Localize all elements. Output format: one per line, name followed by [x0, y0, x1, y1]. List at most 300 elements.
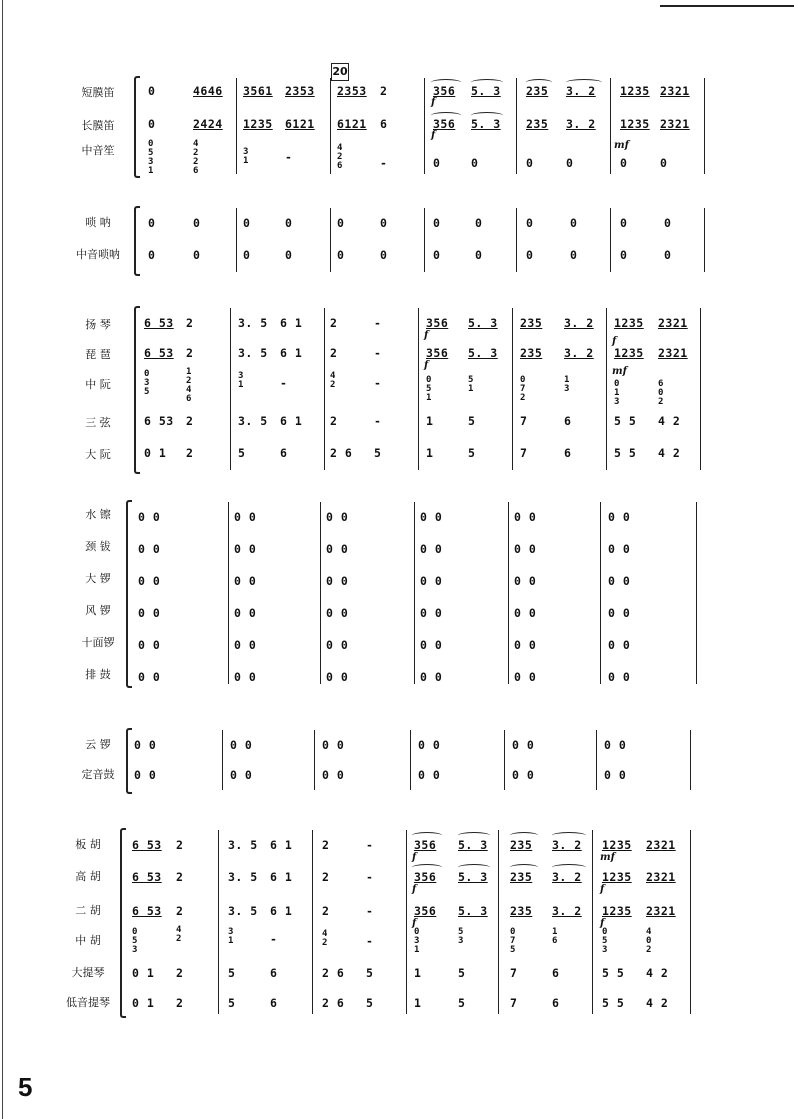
winds-note: 5. 3 — [471, 84, 501, 98]
label-dingyingu: 定音鼓 — [81, 768, 115, 781]
perc-rest: 0 0 — [514, 638, 537, 652]
bowed-note: 6 — [552, 966, 560, 980]
label-yangqin: 扬 琴 — [85, 318, 111, 331]
bowed-slur — [412, 864, 442, 871]
label-paigu: 排 鼓 — [85, 668, 111, 681]
perc-rest: 0 0 — [514, 542, 537, 556]
perc-rest: 0 0 — [234, 606, 257, 620]
label-shimianluo: 十面锣 — [81, 636, 115, 649]
barline-suona-end — [704, 208, 705, 272]
bowed-note: 6 — [270, 996, 278, 1010]
suona-rest: 0 — [337, 216, 345, 230]
plucked-note: 6 1 — [280, 414, 303, 428]
perc-rest: 0 0 — [608, 574, 631, 588]
dynamic-f: f — [431, 130, 436, 141]
bowed-note: 6 — [552, 996, 560, 1010]
zhongruan-chord: 0 3 5 — [144, 369, 150, 397]
bowed-slur — [552, 832, 586, 839]
winds-note: 356 — [433, 117, 456, 131]
plucked-note: 3. 5 — [238, 414, 268, 428]
plucked-note: 6 53 — [144, 316, 174, 330]
zhonghu-chord: 0 7 5 — [510, 927, 516, 955]
label-gaohu: 高 胡 — [75, 870, 101, 883]
suona-rest: 0 — [620, 248, 628, 262]
label-jingbo: 颈 钹 — [85, 540, 111, 553]
tuned-rest: 0 0 — [230, 738, 253, 752]
bowed-slur — [552, 864, 586, 871]
plucked-note: 6 53 — [144, 414, 174, 428]
plucked-note: 1235 — [614, 346, 644, 360]
sheng-chord: 4 2 2 6 — [193, 139, 199, 176]
sheng-hold: - — [380, 156, 388, 170]
barline-tuned-3 — [504, 730, 505, 790]
winds-note: 5. 3 — [471, 117, 501, 131]
label-pipa: 琵 琶 — [85, 348, 111, 361]
winds-note: 3561 — [243, 84, 273, 98]
plucked-note: 5 — [374, 446, 382, 460]
label-zhongyinsheng: 中音笙 — [81, 144, 115, 157]
perc-rest: 0 0 — [326, 542, 349, 556]
suona-rest: 0 — [664, 248, 672, 262]
label-fengluo: 风 锣 — [85, 604, 111, 617]
bowed-note: 2 — [322, 870, 330, 884]
winds-note: 1235 — [620, 84, 650, 98]
label-diyintiqin: 低音提琴 — [66, 996, 110, 1009]
label-zhonghu: 中 胡 — [75, 934, 101, 947]
suona-rest: 0 — [433, 248, 441, 262]
winds-note: 4646 — [193, 84, 223, 98]
sheng-rest: 0 — [433, 156, 441, 170]
winds-slur — [566, 79, 602, 86]
perc-rest: 0 0 — [326, 510, 349, 524]
plucked-note: 1 — [426, 446, 434, 460]
plucked-note: 6 — [564, 446, 572, 460]
zhonghu-chord: 0 5 3 — [602, 927, 608, 955]
plucked-note: - — [374, 346, 382, 360]
plucked-note: 2 — [330, 414, 338, 428]
top-rule — [660, 5, 794, 7]
barline-plucked-0 — [230, 308, 231, 470]
label-zhongyin-suona: 中音唢呐 — [76, 248, 120, 261]
zhongruan-hold: - — [374, 376, 382, 390]
bowed-note: 0 1 — [132, 966, 155, 980]
bowed-note: 2321 — [646, 838, 676, 852]
suona-rest: 0 — [475, 248, 483, 262]
bowed-note: - — [366, 838, 374, 852]
bowed-note: 2 — [176, 966, 184, 980]
suona-rest: 0 — [193, 248, 201, 262]
bracket-suona — [134, 206, 140, 276]
winds-note: 2 — [380, 84, 388, 98]
barline-suona-3 — [516, 208, 517, 272]
barline-plucked-4 — [606, 308, 607, 470]
bowed-note: 1 — [414, 996, 422, 1010]
barline-perc-end — [696, 502, 697, 684]
barline-tuned-1 — [314, 730, 315, 790]
zhongruan-chord: 0 7 2 — [520, 375, 526, 403]
bracket-winds — [134, 76, 140, 178]
bowed-note: 3. 2 — [552, 870, 582, 884]
sheng-rest: 0 — [471, 156, 479, 170]
zhonghu-chord: 1 6 — [552, 927, 558, 946]
bowed-note: 2321 — [646, 904, 676, 918]
bracket-tuned-perc — [126, 728, 132, 794]
perc-rest: 0 0 — [608, 638, 631, 652]
suona-rest: 0 — [380, 216, 388, 230]
plucked-note: 4 2 — [658, 446, 681, 460]
page-number: 5 — [18, 1072, 33, 1102]
winds-note: 6121 — [285, 117, 315, 131]
winds-note: 0 — [148, 117, 156, 131]
bowed-note: 5. 3 — [458, 870, 488, 884]
bracket-percussion — [126, 500, 132, 688]
tuned-rest: 0 0 — [604, 738, 627, 752]
tuned-rest: 0 0 — [512, 738, 535, 752]
perc-rest: 0 0 — [514, 574, 537, 588]
bowed-note: 1235 — [602, 838, 632, 852]
dynamic-f: f — [612, 336, 617, 347]
sheng-rest: 0 — [620, 156, 628, 170]
plucked-note: 4 2 — [658, 414, 681, 428]
perc-rest: 0 0 — [420, 542, 443, 556]
perc-rest: 0 0 — [138, 510, 161, 524]
perc-rest: 0 0 — [234, 542, 257, 556]
label-duanmodi: 短膜笛 — [81, 86, 115, 99]
perc-rest: 0 0 — [234, 670, 257, 684]
zhongruan-chord: 1 2 4 6 — [186, 367, 192, 404]
barline-tuned-2 — [410, 730, 411, 790]
perc-rest: 0 0 — [420, 574, 443, 588]
bowed-note: 5. 3 — [458, 904, 488, 918]
bowed-note: 3. 2 — [552, 904, 582, 918]
tuned-rest: 0 0 — [418, 738, 441, 752]
perc-rest: 0 0 — [420, 606, 443, 620]
plucked-note: 5 — [238, 446, 246, 460]
plucked-note: 356 — [426, 346, 449, 360]
bowed-note: 2321 — [646, 870, 676, 884]
tuned-rest: 0 0 — [134, 738, 157, 752]
sheng-rest: 0 — [526, 156, 534, 170]
bowed-note: 235 — [510, 904, 533, 918]
dynamic-mf: mf — [612, 366, 627, 377]
plucked-note: 2321 — [658, 316, 688, 330]
bowed-note: 6 1 — [270, 838, 293, 852]
winds-note: 3. 2 — [566, 84, 596, 98]
bowed-slur — [458, 864, 490, 871]
label-changmodi: 长膜笛 — [81, 119, 115, 132]
bowed-note: 6 53 — [132, 904, 162, 918]
dynamic-f: f — [600, 884, 605, 895]
zhonghu-chord: 0 5 3 — [132, 927, 138, 955]
tuned-rest: 0 0 — [512, 768, 535, 782]
winds-note: 235 — [526, 84, 549, 98]
bowed-note: 6 1 — [270, 870, 293, 884]
bowed-note: - — [366, 904, 374, 918]
plucked-note: 1235 — [614, 316, 644, 330]
zhongruan-hold: - — [280, 376, 288, 390]
barline-tuned-0 — [222, 730, 223, 790]
bowed-note: 2 — [176, 870, 184, 884]
plucked-note: 235 — [520, 316, 543, 330]
dynamic-f: f — [412, 918, 417, 929]
plucked-note: 7 — [520, 414, 528, 428]
bowed-note: 2 — [322, 904, 330, 918]
bowed-note: 2 — [176, 838, 184, 852]
label-yunluo: 云 锣 — [85, 738, 111, 751]
zhongruan-chord: 4 2 — [330, 371, 336, 390]
barline-winds-1 — [330, 78, 331, 174]
bowed-note: 6 53 — [132, 838, 162, 852]
sheng-hold: - — [285, 150, 293, 164]
zhongruan-chord: 5 1 — [468, 375, 474, 394]
tuned-rest: 0 0 — [604, 768, 627, 782]
dynamic-f: f — [600, 918, 605, 929]
sheng-rest: 0 — [660, 156, 668, 170]
barline-plucked-3 — [512, 308, 513, 470]
winds-note: 1235 — [243, 117, 273, 131]
sheng-chord: 4 2 6 — [337, 143, 343, 171]
page-edge-line — [2, 0, 3, 1119]
winds-note: 1235 — [620, 117, 650, 131]
suona-rest: 0 — [337, 248, 345, 262]
suona-rest: 0 — [433, 216, 441, 230]
bowed-note: 4 2 — [646, 996, 669, 1010]
perc-rest: 0 0 — [326, 670, 349, 684]
bowed-note: 2 — [176, 904, 184, 918]
label-shuicha: 水 镲 — [85, 508, 111, 521]
winds-note: 6 — [380, 117, 388, 131]
winds-slur — [431, 79, 461, 86]
perc-rest: 0 0 — [138, 606, 161, 620]
bowed-slur — [458, 832, 490, 839]
bowed-note: 5 — [366, 996, 374, 1010]
bowed-note: 0 1 — [132, 996, 155, 1010]
bowed-note: 235 — [510, 870, 533, 884]
zhongruan-chord: 3 1 — [238, 371, 244, 390]
barline-bowed-0 — [218, 830, 219, 1014]
perc-rest: 0 0 — [326, 574, 349, 588]
dynamic-f: f — [431, 97, 436, 108]
barline-perc-2 — [414, 502, 415, 684]
bowed-note: 7 — [510, 966, 518, 980]
bowed-note: 5 5 — [602, 996, 625, 1010]
zhongruan-chord: 0 1 3 — [614, 379, 620, 407]
plucked-note: 5 5 — [614, 414, 637, 428]
tuned-rest: 0 0 — [418, 768, 441, 782]
label-daluo: 大 锣 — [85, 572, 111, 585]
zhongruan-chord: 6 0 2 — [658, 379, 664, 407]
plucked-note: 2 — [186, 446, 194, 460]
perc-rest: 0 0 — [608, 606, 631, 620]
bowed-note: 235 — [510, 838, 533, 852]
plucked-note: 3. 2 — [564, 316, 594, 330]
dynamic-f: f — [412, 852, 417, 863]
barline-bowed-2 — [406, 830, 407, 1014]
plucked-note: - — [374, 316, 382, 330]
zhonghu-chord: 0 3 1 — [414, 927, 420, 955]
label-suona: 唢 呐 — [85, 216, 111, 229]
bowed-note: 5 — [228, 966, 236, 980]
bowed-note: 5 — [458, 966, 466, 980]
bowed-note: 6 1 — [270, 904, 293, 918]
barline-bowed-1 — [312, 830, 313, 1014]
barline-plucked-1 — [324, 308, 325, 470]
bowed-note: 2 — [322, 838, 330, 852]
winds-note: 2353 — [285, 84, 315, 98]
winds-note: 2321 — [660, 117, 690, 131]
barline-suona-2 — [424, 208, 425, 272]
zhongruan-chord: 1 3 — [564, 375, 570, 394]
bowed-note: - — [366, 870, 374, 884]
suona-rest: 0 — [285, 248, 293, 262]
zhonghu-hold: - — [366, 934, 374, 948]
bowed-note: 7 — [510, 996, 518, 1010]
winds-slur — [431, 112, 461, 119]
barline-bowed-3 — [498, 830, 499, 1014]
perc-rest: 0 0 — [514, 510, 537, 524]
plucked-note: 6 1 — [280, 346, 303, 360]
dynamic-mf: mf — [600, 852, 615, 863]
barline-perc-0 — [228, 502, 229, 684]
winds-note: 2424 — [193, 117, 223, 131]
label-sanxian: 三 弦 — [85, 416, 111, 429]
perc-rest: 0 0 — [138, 574, 161, 588]
zhonghu-chord: 3 1 — [228, 927, 234, 946]
bowed-note: 2 — [176, 996, 184, 1010]
sheng-rest: 0 — [566, 156, 574, 170]
label-zhongruan: 中 阮 — [85, 378, 111, 391]
tuned-rest: 0 0 — [322, 768, 345, 782]
zhongruan-chord: 0 5 1 — [426, 375, 432, 403]
bowed-slur — [510, 864, 538, 871]
plucked-note: 6 — [280, 446, 288, 460]
tuned-rest: 0 0 — [230, 768, 253, 782]
sheng-chord: 3 1 — [243, 147, 249, 166]
dynamic-mf: mf — [614, 140, 629, 151]
plucked-note: 2 6 — [330, 446, 353, 460]
plucked-note: 6 53 — [144, 346, 174, 360]
perc-rest: 0 0 — [326, 638, 349, 652]
plucked-note: 7 — [520, 446, 528, 460]
suona-rest: 0 — [664, 216, 672, 230]
perc-rest: 0 0 — [326, 606, 349, 620]
bowed-note: 3. 5 — [228, 838, 258, 852]
plucked-note: 3. 5 — [238, 316, 268, 330]
perc-rest: 0 0 — [514, 606, 537, 620]
suona-rest: 0 — [193, 216, 201, 230]
plucked-note: 1 — [426, 414, 434, 428]
plucked-note: 2 — [186, 316, 194, 330]
bowed-note: 6 53 — [132, 870, 162, 884]
plucked-note: 3. 5 — [238, 346, 268, 360]
plucked-note: 6 1 — [280, 316, 303, 330]
plucked-note: 5. 3 — [468, 346, 498, 360]
barline-suona-4 — [610, 208, 611, 272]
barline-winds-0 — [236, 78, 237, 174]
perc-rest: 0 0 — [608, 510, 631, 524]
winds-slur — [471, 79, 503, 86]
zhonghu-hold: - — [270, 932, 278, 946]
bowed-note: 356 — [414, 838, 437, 852]
plucked-note: 356 — [426, 316, 449, 330]
barline-winds-2 — [424, 78, 425, 174]
plucked-note: 2 — [186, 346, 194, 360]
bowed-note: 356 — [414, 904, 437, 918]
label-datiqin: 大提琴 — [71, 966, 105, 979]
barline-perc-4 — [600, 502, 601, 684]
bracket-bowed — [120, 828, 126, 1018]
perc-rest: 0 0 — [608, 670, 631, 684]
bracket-plucked — [134, 306, 140, 474]
label-erhu: 二 胡 — [75, 904, 101, 917]
plucked-note: 235 — [520, 346, 543, 360]
rehearsal-mark: 20 — [331, 63, 349, 81]
zhonghu-chord: 4 2 — [176, 925, 182, 944]
barline-tuned-4 — [596, 730, 597, 790]
bowed-note: 5 — [228, 996, 236, 1010]
barline-winds-3 — [516, 78, 517, 174]
bowed-note: 6 — [270, 966, 278, 980]
winds-slur — [471, 112, 503, 119]
suona-rest: 0 — [148, 216, 156, 230]
tuned-rest: 0 0 — [322, 738, 345, 752]
barline-winds-end — [704, 78, 705, 174]
barline-plucked-2 — [418, 308, 419, 470]
dynamic-f: f — [424, 330, 429, 341]
barline-suona-0 — [236, 208, 237, 272]
winds-note: 0 — [148, 84, 156, 98]
suona-rest: 0 — [570, 216, 578, 230]
bowed-note: 1235 — [602, 870, 632, 884]
bowed-note: 1235 — [602, 904, 632, 918]
bowed-note: 3. 5 — [228, 904, 258, 918]
winds-note: 356 — [433, 84, 456, 98]
winds-note: 2321 — [660, 84, 690, 98]
barline-bowed-end — [690, 830, 691, 1014]
plucked-note: 5 — [468, 446, 476, 460]
tuned-rest: 0 0 — [134, 768, 157, 782]
label-daruan: 大 阮 — [85, 448, 111, 461]
suona-rest: 0 — [380, 248, 388, 262]
plucked-note: 5. 3 — [468, 316, 498, 330]
winds-note: 2353 — [337, 84, 367, 98]
barline-suona-1 — [330, 208, 331, 272]
plucked-note: - — [374, 414, 382, 428]
perc-rest: 0 0 — [234, 574, 257, 588]
plucked-note: 2321 — [658, 346, 688, 360]
perc-rest: 0 0 — [420, 638, 443, 652]
bowed-note: 5 — [366, 966, 374, 980]
barline-perc-3 — [508, 502, 509, 684]
dynamic-f: f — [412, 884, 417, 895]
zhonghu-chord: 5 3 — [458, 927, 464, 946]
plucked-note: 3. 2 — [564, 346, 594, 360]
suona-rest: 0 — [285, 216, 293, 230]
suona-rest: 0 — [620, 216, 628, 230]
perc-rest: 0 0 — [514, 670, 537, 684]
barline-winds-4 — [610, 78, 611, 174]
perc-rest: 0 0 — [234, 638, 257, 652]
winds-slur — [526, 79, 552, 86]
winds-note: 6121 — [337, 117, 367, 131]
zhonghu-chord: 4 2 — [322, 929, 328, 948]
perc-rest: 0 0 — [234, 510, 257, 524]
label-banhu: 板 胡 — [75, 838, 101, 851]
bowed-note: 5 5 — [602, 966, 625, 980]
winds-note: 3. 2 — [566, 117, 596, 131]
suona-rest: 0 — [526, 248, 534, 262]
plucked-note: 0 1 — [144, 446, 167, 460]
